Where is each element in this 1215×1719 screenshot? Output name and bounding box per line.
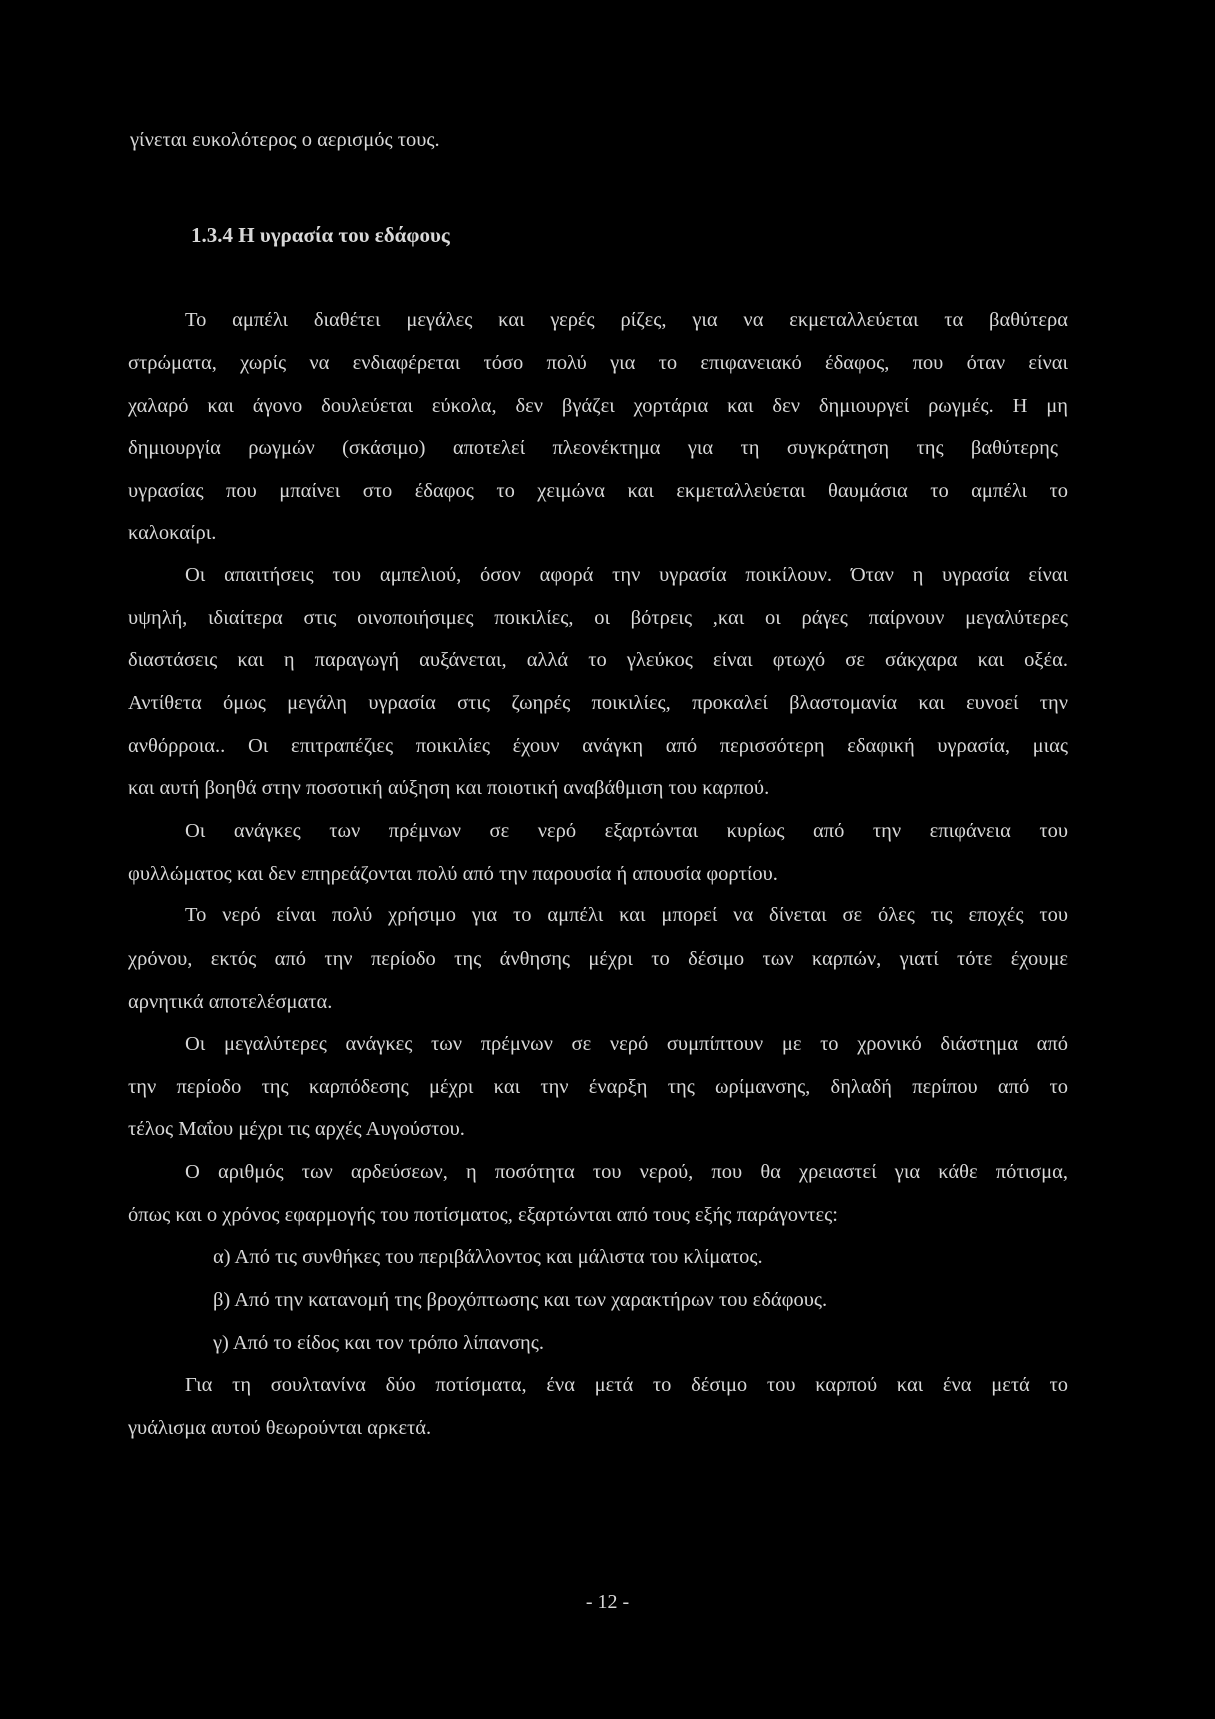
page-number: - 12 - <box>585 1591 630 1613</box>
text-line: και αυτή βοηθά στην ποσοτική αύξηση και ποιοτική αναβάθμιση του καρπού. <box>128 777 770 799</box>
text-line: Αντίθετα όμως μεγάλη υγρασία στις ζωηρές ποικιλίες, προκαλεί βλαστομανία και ευνοεί την <box>128 692 1068 714</box>
text-line: Ο αριθμός των αρδεύσεων, η ποσότητα του νερού, που θα χρειαστεί για κάθε πότισμα, <box>185 1161 1068 1183</box>
text-line: Για τη σουλτανίνα δύο ποτίσματα, ένα μετά το δέσιμο του καρπού και ένα μετά το <box>185 1374 1068 1396</box>
text-line: καλοκαίρι. <box>128 522 217 544</box>
text-line: Το νερό είναι πολύ χρήσιμο για το αμπέλι και μπορεί να δίνεται σε όλες τις εποχές του <box>185 904 1068 926</box>
text-line: την περίοδο της καρπόδεσης μέχρι και την έναρξη της ωρίμανσης, δηλαδή περίπου από το <box>128 1076 1068 1098</box>
text-line: υψηλή, ιδιαίτερα στις οινοποιήσιμες ποικιλίες, οι βότρεις ,και οι ράγες παίρνουν μεγαλύτερες <box>128 607 1068 629</box>
text-line: διαστάσεις και η παραγωγή αυξάνεται, αλλά το γλεύκος είναι φτωχό σε σάκχαρα και οξέα. <box>128 649 1068 671</box>
text-line: Οι ανάγκες των πρέμνων σε νερό εξαρτώνται κυρίως από την επιφάνεια του <box>185 820 1068 842</box>
text-line: γίνεται ευκολότερος ο αερισμός τους. <box>130 129 440 151</box>
text-line: Οι απαιτήσεις του αμπελιού, όσον αφορά την υγρασία ποικίλουν. Όταν η υγρασία είναι <box>185 564 1068 586</box>
text-line: γυάλισμα αυτού θεωρούνται αρκετά. <box>128 1417 432 1439</box>
text-line: δημιουργία ρωγμών (σκάσιμο) αποτελεί πλεονέκτημα για τη συγκράτηση της βαθύτερης <box>128 437 1058 459</box>
section-heading: 1.3.4 Η υγρασία του εδάφους <box>191 223 450 247</box>
text-line: χρόνου, εκτός από την περίοδο της άνθησης μέχρι το δέσιμο των καρπών, γιατί τότε έχουμε <box>128 948 1068 970</box>
text-line: φυλλώματος και δεν επηρεάζονται πολύ από την παρουσία ή απουσία φορτίου. <box>128 863 778 885</box>
text-line: Οι μεγαλύτερες ανάγκες των πρέμνων σε νερό συμπίπτουν με το χρονικό διάστημα από <box>185 1033 1068 1055</box>
text-line: στρώματα, χωρίς να ενδιαφέρεται τόσο πολύ για το επιφανειακό έδαφος, που όταν είναι <box>128 352 1068 374</box>
list-item: β) Από την κατανομή της βροχόπτωσης και των χαρακτήρων του εδάφους. <box>213 1289 828 1311</box>
list-item: γ) Από το είδος και τον τρόπο λίπανσης. <box>213 1332 544 1354</box>
text-line: τέλος Μαΐου μέχρι τις αρχές Αυγούστου. <box>128 1118 465 1140</box>
text-line: υγρασίας που μπαίνει στο έδαφος το χειμώνα και εκμεταλλεύεται θαυμάσια το αμπέλι το <box>128 480 1068 502</box>
text-line: χαλαρό και άγονο δουλεύεται εύκολα, δεν βγάζει χορτάρια και δεν δημιουργεί ρωγμές. Η μη <box>128 395 1068 417</box>
text-line: Το αμπέλι διαθέτει μεγάλες και γερές ρίζες, για να εκμεταλλεύεται τα βαθύτερα <box>185 309 1068 331</box>
text-line: αρνητικά αποτελέσματα. <box>128 991 333 1013</box>
text-line: ανθόρροια.. Οι επιτραπέζιες ποικιλίες έχουν ανάγκη από περισσότερη εδαφική υγρασία, μιας <box>128 735 1068 757</box>
list-item: α) Από τις συνθήκες του περιβάλλοντος και μάλιστα του κλίματος. <box>213 1246 763 1268</box>
text-line: όπως και ο χρόνος εφαρμογής του ποτίσματος, εξαρτώνται από τους εξής παράγοντες: <box>128 1204 838 1226</box>
